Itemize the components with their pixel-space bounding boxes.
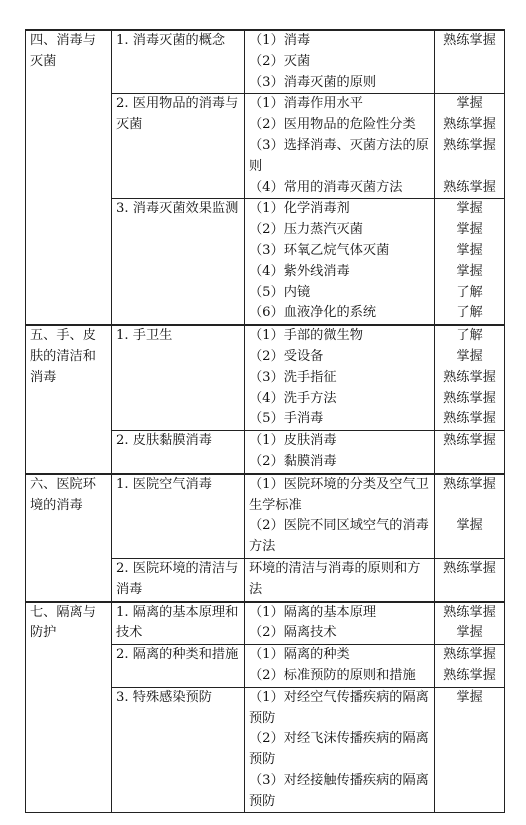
topic-points [245, 687, 435, 813]
level-item: 掌握 [456, 518, 483, 534]
topic-points [245, 645, 435, 688]
level-item: 掌握 [456, 625, 483, 641]
point-item: （3）消毒灭菌的原则 [249, 74, 377, 90]
topic-name: 1. 隔离的基本原理和技术 [112, 602, 245, 645]
chapter-title: 六、医院环境的消毒 [26, 474, 112, 602]
level-item: 掌握 [456, 242, 483, 258]
point-item: （2）医院不同区域空气的消毒方法 [249, 518, 429, 555]
point-item: （5）内镜 [249, 284, 311, 300]
mastery-level [435, 431, 505, 474]
topic-name: 1. 医院空气消毒 [112, 474, 245, 559]
level-item: 熟练掌握 [443, 369, 496, 385]
level-item: 熟练掌握 [443, 137, 496, 153]
level-item: 了解 [456, 284, 483, 300]
point-item: （1）隔离的种类 [249, 647, 350, 663]
topic-points [245, 558, 435, 601]
level-item: 掌握 [456, 222, 483, 238]
topic-name: 2. 皮肤黏膜消毒 [112, 431, 245, 474]
topic-points [245, 431, 435, 474]
point-item: （3）选择消毒、灭菌方法的原则 [249, 137, 429, 174]
mastery-level [435, 325, 505, 430]
level-item [439, 496, 500, 517]
mastery-level [435, 602, 505, 645]
point-item: （2）黏膜消毒 [249, 453, 337, 469]
level-item: 了解 [456, 305, 483, 321]
topic-name: 3. 消毒灭菌效果监测 [112, 199, 245, 325]
point-item: （1）皮肤消毒 [249, 433, 337, 449]
point-item: （4）洗手方法 [249, 390, 337, 406]
level-item: 熟练掌握 [443, 117, 496, 133]
point-item: （6）血液净化的系统 [249, 305, 377, 321]
mastery-level [435, 645, 505, 688]
point-item: （2）隔离技术 [249, 625, 337, 641]
point-item: （1）化学消毒剂 [249, 201, 350, 217]
point-item: （1）手部的微生物 [249, 328, 363, 344]
topic-points [245, 602, 435, 645]
topic-name: 2. 隔离的种类和措施 [112, 645, 245, 688]
point-item: （5）手消毒 [249, 411, 324, 427]
mastery-level [435, 474, 505, 559]
point-item: 环境的清洁与消毒的原则和方法 [249, 560, 421, 597]
level-item: 掌握 [456, 348, 483, 364]
mastery-level [435, 94, 505, 199]
mastery-level [435, 199, 505, 325]
level-item: 熟练掌握 [443, 179, 496, 195]
point-item: （1）对经空气传播疾病的隔离预防 [249, 689, 429, 726]
point-item: （3）环氧乙烷气体灭菌 [249, 242, 390, 258]
point-item: （3）对经接触传播疾病的隔离预防 [249, 772, 429, 809]
level-item [439, 157, 500, 178]
topic-row [26, 325, 505, 430]
level-item: 熟练掌握 [443, 390, 496, 406]
level-item: 熟练掌握 [443, 604, 496, 620]
topic-row [26, 30, 505, 94]
level-item: 掌握 [456, 689, 483, 705]
point-item: （2）标准预防的原则和措施 [249, 667, 416, 683]
syllabus-table [25, 29, 505, 813]
topic-name: 3. 特殊感染预防 [112, 687, 245, 813]
topic-name: 1. 消毒灭菌的概念 [112, 30, 245, 94]
mastery-level [435, 687, 505, 813]
level-item: 熟练掌握 [443, 411, 496, 427]
syllabus-body [26, 30, 505, 813]
point-item: （1）医院环境的分类及空气卫生学标准 [249, 476, 429, 513]
level-item: 掌握 [456, 263, 483, 279]
point-item: （4）常用的消毒灭菌方法 [249, 179, 403, 195]
topic-name: 2. 医院环境的清洁与消毒 [112, 558, 245, 601]
level-item: 熟练掌握 [443, 647, 496, 663]
topic-row [26, 474, 505, 559]
point-item: （1）消毒作用水平 [249, 96, 363, 112]
mastery-level [435, 30, 505, 94]
level-item: 熟练掌握 [443, 433, 496, 449]
point-item: （2）医用物品的危险性分类 [249, 117, 416, 133]
topic-points [245, 325, 435, 430]
chapter-title: 四、消毒与灭菌 [26, 30, 112, 325]
topic-points [245, 30, 435, 94]
chapter-title: 五、手、皮肤的清洁和消毒 [26, 325, 112, 474]
mastery-level [435, 558, 505, 601]
topic-row [26, 602, 505, 645]
point-item: （2）对经飞沫传播疾病的隔离预防 [249, 731, 429, 768]
level-item: 熟练掌握 [443, 33, 496, 48]
point-item: （2）受设备 [249, 348, 324, 364]
topic-name: 1. 手卫生 [112, 325, 245, 430]
level-item: 熟练掌握 [443, 560, 496, 576]
level-item: 了解 [456, 328, 483, 344]
level-item: 掌握 [456, 96, 483, 112]
point-item: （3）洗手指征 [249, 369, 337, 385]
topic-points [245, 94, 435, 199]
point-item: （1）隔离的基本原理 [249, 604, 377, 620]
point-item: （2）压力蒸汽灭菌 [249, 222, 363, 238]
point-item: （1）消毒 [249, 33, 311, 48]
topic-name: 2. 医用物品的消毒与灭菌 [112, 94, 245, 199]
level-item: 熟练掌握 [443, 476, 496, 492]
chapter-title: 七、隔离与防护 [26, 602, 112, 813]
point-item: （2）灭菌 [249, 53, 311, 69]
level-item: 熟练掌握 [443, 667, 496, 683]
topic-points [245, 474, 435, 559]
level-item: 掌握 [456, 201, 483, 217]
topic-points [245, 199, 435, 325]
point-item: （4）紫外线消毒 [249, 263, 350, 279]
